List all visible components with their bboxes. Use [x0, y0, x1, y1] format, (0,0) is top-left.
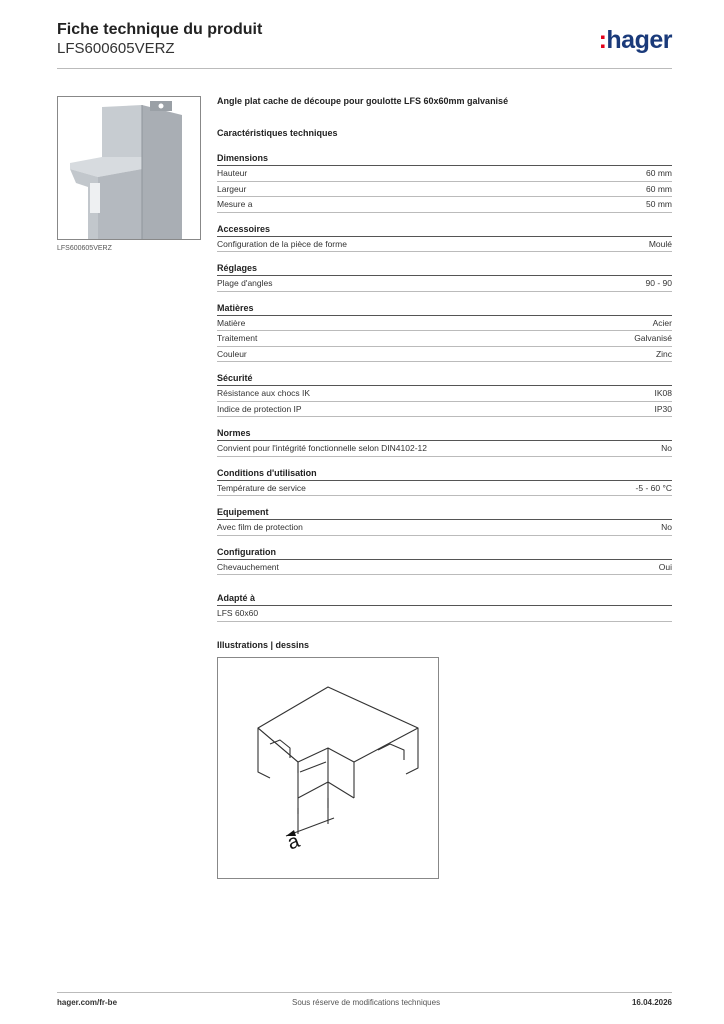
product-photo-image: [58, 97, 200, 239]
spec-group-title: Accessoires: [217, 222, 672, 237]
logo-colon-icon: :: [598, 26, 607, 54]
spec-row: [217, 331, 672, 347]
spec-group-title: Réglages: [217, 261, 672, 276]
spec-value: 60 mm: [646, 183, 672, 194]
website-link[interactable]: hager.com/fr-be: [57, 998, 118, 1007]
spec-row: [217, 276, 672, 292]
spec-row: [217, 481, 672, 497]
adapte-section: [217, 591, 672, 622]
specs-title: Caractéristiques techniques: [217, 128, 338, 138]
adapte-row: [217, 606, 672, 622]
spec-value: IP30: [654, 403, 672, 414]
spec-value: 90 - 90: [645, 278, 672, 288]
spec-group: [217, 371, 672, 417]
spec-label: Configuration de la pièce de forme: [217, 238, 347, 249]
spec-label: Hauteur: [217, 168, 248, 178]
adapte-title: Adapté à: [217, 591, 672, 606]
spec-row: [217, 520, 672, 536]
spec-row: [217, 237, 672, 253]
spec-label: Traitement: [217, 333, 258, 343]
product-photo: [57, 96, 201, 240]
product-reference: LFS600605VERZ: [57, 40, 175, 57]
spec-label: Résistance aux chocs IK: [217, 388, 311, 398]
spec-row: [217, 402, 672, 418]
spec-label: Température de service: [217, 482, 306, 493]
spec-label: Avec film de protection: [217, 522, 303, 532]
page-title: Fiche technique du produit: [57, 21, 263, 38]
spec-group: [217, 466, 672, 497]
specifications-panel: [217, 96, 672, 650]
dimension-label: a: [284, 829, 303, 855]
photo-caption: LFS600605VERZ: [57, 245, 112, 252]
spec-group: [217, 545, 672, 576]
spec-group: [217, 151, 672, 213]
spec-value: Moulé: [648, 238, 672, 249]
spec-row: [217, 386, 672, 402]
spec-value: -5 - 60 °C: [635, 482, 672, 493]
document-header: [57, 20, 262, 58]
spec-group-title: Equipement: [217, 505, 672, 520]
spec-label: Matière: [217, 317, 246, 328]
spec-row: [217, 347, 672, 363]
spec-row: [217, 166, 672, 182]
spec-group: [217, 505, 672, 536]
spec-group: [217, 222, 672, 253]
spec-group: [217, 261, 672, 292]
spec-value: No: [661, 443, 672, 453]
spec-label: Couleur: [217, 348, 247, 359]
spec-label: Indice de protection IP: [217, 403, 302, 414]
logo-text: hager: [606, 26, 672, 54]
technical-drawing-image: [218, 658, 438, 878]
header-divider: [57, 68, 672, 69]
spec-label: Chevauchement: [217, 561, 279, 572]
spec-value: Acier: [652, 317, 672, 328]
spec-label: Convient pour l'intégrité fonctionnelle selon DIN4102-12: [217, 443, 428, 453]
spec-group-title: Dimensions: [217, 151, 672, 166]
footer-notice: Sous réserve de modifications techniques: [292, 998, 441, 1007]
technical-drawing: [217, 657, 439, 879]
spec-group-title: Conditions d'utilisation: [217, 466, 672, 481]
spec-row: [217, 560, 672, 576]
spec-group-title: Matières: [217, 301, 672, 316]
footer-divider: [57, 992, 672, 993]
spec-value: Zinc: [655, 348, 672, 359]
spec-row: [217, 182, 672, 198]
spec-label: Mesure a: [217, 199, 253, 209]
spec-groups: [217, 151, 672, 575]
footer-date: 16.04.2026: [631, 998, 672, 1007]
spec-value: Galvanisé: [634, 333, 672, 343]
spec-value: 50 mm: [646, 199, 672, 209]
spec-row: [217, 197, 672, 213]
spec-group: [217, 301, 672, 363]
spec-row: [217, 316, 672, 332]
spec-group: [217, 426, 672, 457]
spec-label: Plage d'angles: [217, 278, 273, 288]
hager-logo: [599, 26, 672, 55]
spec-value: Oui: [658, 561, 672, 572]
spec-row: [217, 441, 672, 457]
spec-value: 60 mm: [646, 168, 672, 178]
spec-group-title: Configuration: [217, 545, 672, 560]
spec-value: No: [661, 522, 672, 532]
illustrations-title: Illustrations | dessins: [217, 639, 310, 650]
spec-value: IK08: [654, 388, 672, 398]
adapte-value: LFS 60x60: [217, 608, 259, 618]
spec-group-title: Normes: [217, 426, 672, 441]
spec-group-title: Sécurité: [217, 371, 672, 386]
spec-label: Largeur: [217, 183, 247, 194]
product-description: Angle plat cache de découpe pour goulotte LFS 60x60mm galvanisé: [217, 96, 509, 106]
